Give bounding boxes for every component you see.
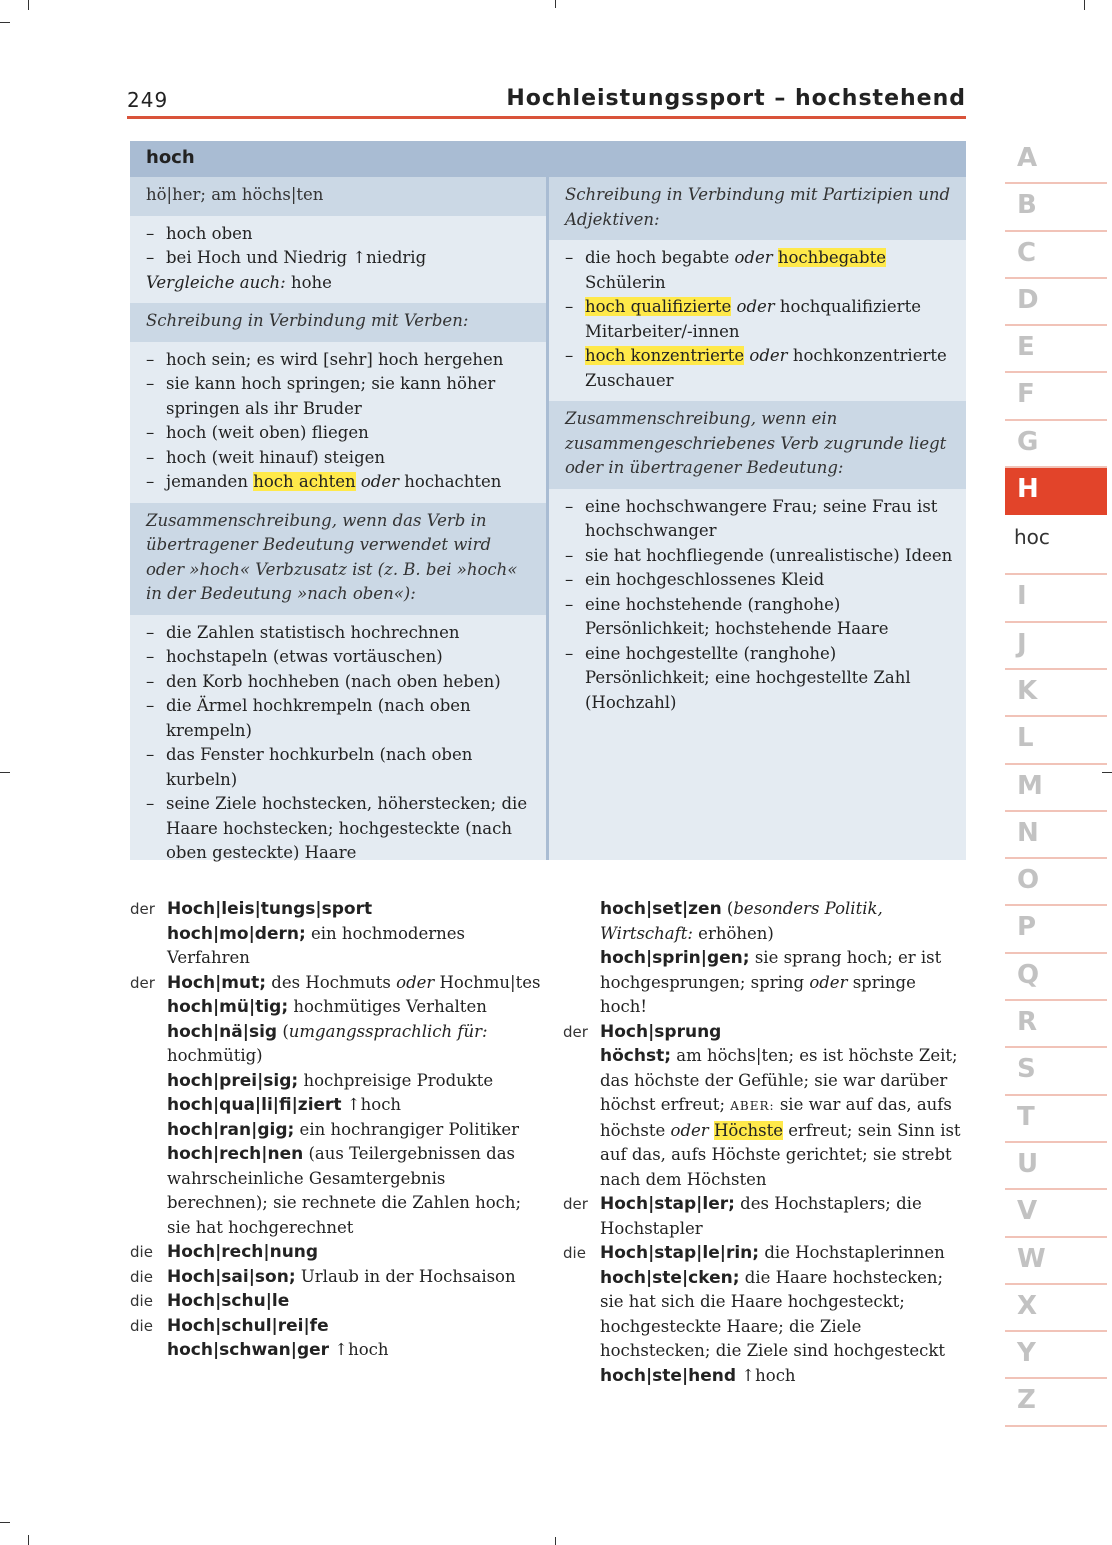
thumb-index-label: I (1017, 581, 1027, 612)
example-item: – jemanden hoch achten oder hochachten (146, 470, 534, 495)
example-item: – eine hochschwangere Frau; seine Frau ist hochschwanger (565, 495, 954, 544)
entry-text: Hoch|leis|tungs|sport (167, 899, 373, 919)
example-item: – eine hochgestellte (ranghohe) Persönlichkeit; eine hochgestellte Zahl (Hochzahl) (565, 642, 954, 716)
example-item: – den Korb hochheben (nach oben heben) (146, 670, 534, 695)
thumb-index-label: T (1017, 1101, 1035, 1132)
entry-article: die (130, 1292, 153, 1310)
thumb-index-letter-g[interactable] (1005, 421, 1107, 468)
thumb-index-label: K (1017, 675, 1038, 706)
thumb-index-letter-u[interactable] (1005, 1143, 1107, 1190)
dictionary-entry (563, 1192, 963, 1241)
thumb-index-letter-f[interactable] (1005, 373, 1107, 420)
thumb-index-letter-e[interactable] (1005, 326, 1107, 373)
section-heading: Schreibung in Verbindung mit Verben: (130, 303, 546, 342)
dictionary-entry (130, 1338, 542, 1363)
page-header (127, 86, 966, 116)
thumb-index-letter-j[interactable] (1005, 623, 1107, 670)
dictionary-entry (130, 995, 542, 1020)
example-item: – hoch qualifizierte oder hochqualifizierte Mitarbeiter/-innen (565, 295, 954, 344)
dictionary-entry (130, 1142, 542, 1240)
entry-text: Hoch|mut; des Hochmuts oder Hochmu|tes (167, 972, 541, 993)
thumb-index-subhead[interactable] (1005, 515, 1107, 575)
thumb-index-label: E (1017, 332, 1035, 363)
dictionary-entry (130, 1020, 542, 1069)
entry-text: hoch|ste|cken; die Haare hochstecken; sie hat sich die Haare hochgesteckt; hochgesteckte Haare; die Ziele hochstecken; die Ziele sind hochgesteckt (600, 1267, 946, 1360)
thumb-index-letter-a[interactable] (1005, 137, 1107, 184)
dictionary-entry (130, 897, 542, 922)
section-body (130, 342, 546, 503)
section-body (130, 216, 546, 304)
example-item: – die Ärmel hochkrempeln (nach oben krempeln) (146, 694, 534, 743)
entry-text: hoch|nä|sig (umgangssprachlich für: hochmütig) (167, 1021, 488, 1065)
info-box-hoch (130, 141, 966, 860)
thumb-index-letter-x[interactable] (1005, 1285, 1107, 1332)
page-number: 249 (127, 88, 169, 112)
thumb-index-label: U (1017, 1148, 1039, 1179)
example-item: – die hoch begabte oder hochbegabte Schülerin (565, 246, 954, 295)
example-item: – sie kann hoch springen; sie kann höher springen als ihr Bruder (146, 372, 534, 421)
entry-article: der (130, 900, 155, 918)
thumb-index-letter-o[interactable] (1005, 859, 1107, 906)
crop-mark (28, 1535, 29, 1545)
entry-text: hoch|sprin|gen; sie sprang hoch; er ist hochgesprungen; spring oder springe hoch! (600, 948, 942, 1016)
dictionary-entry (130, 1118, 542, 1143)
section-heading: hö|her; am höchs|ten (130, 177, 546, 216)
entry-article: der (563, 1022, 588, 1041)
thumb-index-label: hoc (1014, 525, 1050, 550)
thumb-index-label: L (1017, 723, 1034, 754)
thumb-index-label: O (1017, 865, 1040, 896)
example-item: – hoch (weit hinauf) steigen (146, 446, 534, 471)
dictionary-entry (563, 1044, 963, 1192)
entries-left-column (130, 897, 542, 1363)
crop-mark (0, 1522, 10, 1523)
entry-text: Hoch|schu|le (167, 1291, 290, 1311)
thumb-index-letter-c[interactable] (1005, 232, 1107, 279)
dictionary-entry (130, 1314, 542, 1339)
thumb-index-label: M (1017, 770, 1043, 801)
entry-text: höchst; am höchs|ten; es ist höchste Zeit; das höchste der Gefühle; sie war darüber höchst erfreut; ABER: sie war auf das, aufs höchste oder Höchste erfreut; sein Sinn ist auf das, aufs Höchste gerichtet; sie strebt nach dem Höchsten (600, 1046, 961, 1189)
entry-text: hoch|mo|dern; ein hochmodernes Verfahren (167, 923, 466, 967)
dictionary-entry (130, 1069, 542, 1094)
info-box-title-text: hoch (146, 147, 195, 168)
thumb-index-label: X (1017, 1290, 1038, 1321)
dictionary-entry (563, 1266, 963, 1364)
example-item: – hoch oben (146, 222, 534, 247)
crop-mark (28, 0, 29, 10)
entry-text: Hoch|stap|ler; des Hochstaplers; die Hochstapler (600, 1194, 922, 1238)
section-heading: Zusammenschreibung, wenn das Verb in übertragener Bedeutung verwendet wird oder »hoch« Verbzusatz ist (z. B. bei »hoch« in der Bedeutung »nach oben«): (130, 503, 546, 615)
entry-article: die (563, 1244, 586, 1262)
thumb-index-label: D (1017, 284, 1039, 315)
entry-text: hoch|ste|hend ↑hoch (600, 1365, 796, 1386)
info-box-left-column (130, 177, 546, 874)
info-box-right-column (549, 177, 966, 723)
entry-text: Hoch|schul|rei|fe (167, 1315, 329, 1336)
example-item: – hoch (weit oben) fliegen (146, 421, 534, 446)
entry-article: der (563, 1195, 588, 1213)
entry-text: hoch|qua|li|fi|ziert ↑hoch (167, 1095, 402, 1115)
thumb-index-letter-v[interactable] (1005, 1190, 1107, 1237)
crop-mark (0, 772, 10, 773)
thumb-index-letter-p[interactable] (1005, 906, 1107, 953)
dictionary-entry (563, 1020, 963, 1045)
thumb-index-label: R (1017, 1007, 1038, 1038)
thumb-index-letter-y[interactable] (1005, 1332, 1107, 1379)
thumb-index-label: S (1017, 1054, 1036, 1085)
example-item: – hoch konzentrierte oder hochkonzentrierte Zuschauer (565, 344, 954, 393)
crop-mark (555, 0, 556, 8)
entries-right-column (563, 897, 963, 1388)
thumb-index-label: W (1017, 1243, 1046, 1274)
dictionary-entry (130, 1265, 542, 1290)
thumb-index-label: N (1017, 817, 1039, 848)
dictionary-entry (130, 971, 542, 996)
thumb-index-letter-h[interactable] (1005, 468, 1107, 515)
thumb-index-label: V (1017, 1196, 1038, 1227)
example-item: – seine Ziele hochstecken, höherstecken; die Haare hochstecken; hochgesteckte (nach oben gesteckte) Haare (146, 792, 534, 866)
thumb-index-label: G (1017, 426, 1039, 457)
dictionary-entry (563, 1241, 963, 1266)
crop-mark (555, 1537, 556, 1545)
thumb-index-letter-m[interactable] (1005, 765, 1107, 812)
entry-text: Hoch|sai|son; Urlaub in der Hochsaison (167, 1266, 516, 1287)
thumb-index-letter-b[interactable] (1005, 184, 1107, 231)
thumb-index-letter-q[interactable] (1005, 954, 1107, 1001)
dictionary-entry (563, 1364, 963, 1389)
thumb-index-letter-k[interactable] (1005, 670, 1107, 717)
thumb-index-label: F (1017, 379, 1035, 410)
entry-text: hoch|schwan|ger ↑hoch (167, 1340, 389, 1360)
thumb-index-letter-r[interactable] (1005, 1001, 1107, 1048)
thumb-index-letter-l[interactable] (1005, 717, 1107, 764)
dictionary-entry (130, 1289, 542, 1314)
thumb-index-label: B (1017, 190, 1037, 221)
section-body (549, 489, 966, 724)
entry-article: die (130, 1267, 153, 1286)
thumb-index-label: Z (1017, 1385, 1036, 1416)
example-item: – sie hat hochfliegende (unrealistische) Ideen (565, 544, 954, 569)
example-item: – das Fenster hochkurbeln (nach oben kurbeln) (146, 743, 534, 792)
thumb-index-letter-z[interactable] (1005, 1379, 1107, 1426)
thumb-index-letter-w[interactable] (1005, 1238, 1107, 1285)
thumb-index-label: C (1017, 237, 1037, 268)
section-heading: Zusammenschreibung, wenn ein zusammengeschriebenes Verb zugrunde liegt oder in übertragener Bedeutung: (549, 401, 966, 489)
example-item: – hochstapeln (etwas vortäuschen) (146, 645, 534, 670)
section-body (549, 240, 966, 401)
entry-article: der (130, 973, 155, 992)
dictionary-entry (130, 1093, 542, 1118)
dictionary-entry (130, 922, 542, 971)
entry-text: hoch|rech|nen (aus Teilergebnissen das wahrscheinliche Gesamtergebnis berechnen); sie rechnete die Zahlen hoch; sie hat hochgerechnet (167, 1144, 522, 1237)
entry-text: Hoch|rech|nung (167, 1242, 319, 1262)
section-body (130, 615, 546, 874)
dictionary-entry (563, 897, 963, 946)
crop-mark (1084, 0, 1085, 10)
running-head: Hochleistungssport – hochstehend (506, 86, 966, 111)
entry-text: Hoch|sprung (600, 1021, 722, 1042)
thumb-index-letter-i[interactable] (1005, 575, 1107, 622)
thumb-index-letter-s[interactable] (1005, 1048, 1107, 1095)
entry-text: hoch|mü|tig; hochmütiges Verhalten (167, 997, 487, 1017)
dictionary-entry (130, 1240, 542, 1265)
crop-mark (0, 22, 10, 23)
thumb-index-label: J (1017, 628, 1027, 659)
thumb-index-label: H (1017, 474, 1039, 505)
example-item: – ein hochgeschlossenes Kleid (565, 568, 954, 593)
entry-text: hoch|set|zen (besonders Politik, Wirtschaft: erhöhen) (600, 899, 883, 943)
example-item: – bei Hoch und Niedrig ↑niedrig (146, 246, 534, 271)
header-rule (127, 116, 966, 119)
info-box-title (130, 141, 966, 177)
thumb-index-label: P (1017, 912, 1037, 943)
thumb-index-label: A (1017, 143, 1038, 173)
thumb-index-letter-n[interactable] (1005, 812, 1107, 859)
example-item: – die Zahlen statistisch hochrechnen (146, 621, 534, 646)
dictionary-entry (563, 946, 963, 1020)
thumb-index-letter-d[interactable] (1005, 279, 1107, 326)
example-item: – hoch sein; es wird [sehr] hoch hergehen (146, 348, 534, 373)
entry-text: hoch|prei|sig; hochpreisige Produkte (167, 1070, 494, 1091)
thumb-index-label: Q (1017, 959, 1040, 990)
thumb-index-letter-t[interactable] (1005, 1096, 1107, 1143)
alphabet-thumb-index (1005, 137, 1107, 1427)
cross-reference: Vergleiche auch: hohe (146, 272, 332, 292)
example-item: – eine hochstehende (ranghohe) Persönlichkeit; hochstehende Haare (565, 593, 954, 642)
entry-article: die (130, 1243, 153, 1261)
entry-text: Hoch|stap|le|rin; die Hochstaplerinnen (600, 1243, 945, 1263)
section-heading: Schreibung in Verbindung mit Partizipien und Adjektiven: (549, 177, 966, 240)
thumb-index-label: Y (1017, 1338, 1036, 1369)
entry-article: die (130, 1316, 153, 1335)
entry-text: hoch|ran|gig; ein hochrangiger Politiker (167, 1119, 520, 1140)
